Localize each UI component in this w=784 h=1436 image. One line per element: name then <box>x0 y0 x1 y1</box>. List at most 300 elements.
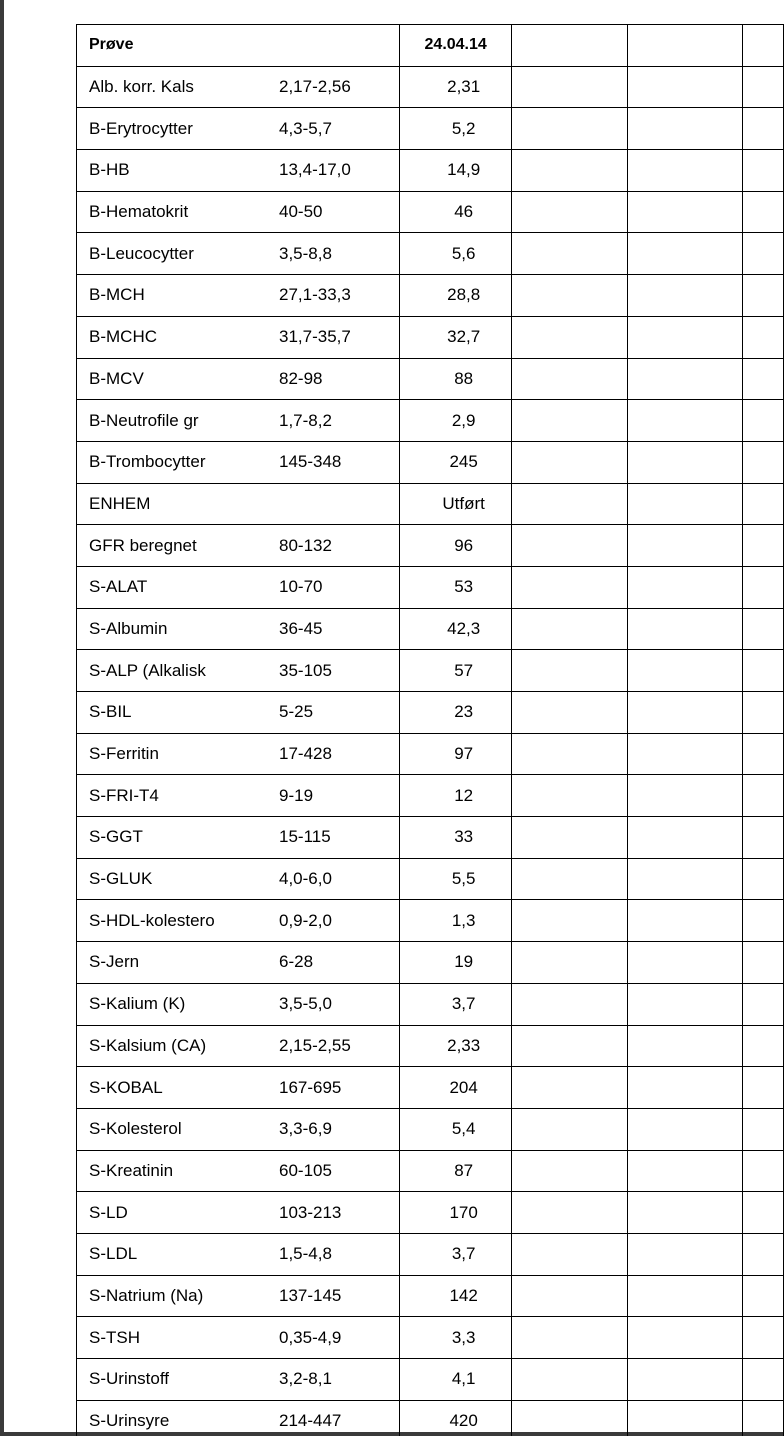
reference-range: 40-50 <box>279 202 323 222</box>
reference-range: 5-25 <box>279 702 314 722</box>
test-name: B-MCV <box>89 368 144 388</box>
result-cell <box>399 275 511 317</box>
result-value: 3,3 <box>451 1327 476 1347</box>
table-row <box>77 900 784 942</box>
table-row <box>77 775 784 817</box>
test-cell <box>77 1025 400 1067</box>
empty-column-cell <box>627 66 743 108</box>
empty-column-cell <box>512 1150 628 1192</box>
result-value: 14,9 <box>447 160 481 180</box>
empty-column-cell <box>743 858 784 900</box>
test-cell <box>77 775 400 817</box>
reference-range: 103-213 <box>279 1202 342 1222</box>
header-date: 24.04.14 <box>424 36 487 54</box>
test-name: S-Natrium (Na) <box>89 1285 204 1305</box>
empty-column-cell <box>627 108 743 150</box>
empty-column-cell <box>743 983 784 1025</box>
empty-column-cell <box>627 983 743 1025</box>
empty-column-cell <box>627 150 743 192</box>
empty-column-cell <box>743 191 784 233</box>
reference-range: 0,9-2,0 <box>279 910 332 930</box>
test-name: S-ALP (Alkalisk <box>89 660 206 680</box>
empty-column-cell <box>627 1317 743 1359</box>
table-row <box>77 1400 784 1436</box>
result-value: 5,6 <box>451 243 476 263</box>
test-name: S-LDL <box>89 1244 138 1264</box>
result-cell <box>399 1317 511 1359</box>
empty-column-cell <box>743 1275 784 1317</box>
result-cell <box>399 900 511 942</box>
test-cell <box>77 66 400 108</box>
result-value: 12 <box>454 785 474 805</box>
empty-column-cell <box>627 817 743 859</box>
table-row <box>77 692 784 734</box>
empty-column-cell <box>627 900 743 942</box>
test-cell <box>77 1233 400 1275</box>
header-label: Prøve <box>89 36 134 54</box>
empty-column-cell <box>743 275 784 317</box>
empty-column-cell <box>743 25 784 67</box>
result-cell <box>399 692 511 734</box>
table-row <box>77 1233 784 1275</box>
empty-column-cell <box>743 1025 784 1067</box>
empty-column-cell <box>512 525 628 567</box>
test-name: S-HDL-kolestero <box>89 910 215 930</box>
result-cell <box>399 566 511 608</box>
test-cell <box>77 233 400 275</box>
empty-column-cell <box>743 566 784 608</box>
result-value: 32,7 <box>447 327 481 347</box>
test-name: S-TSH <box>89 1327 140 1347</box>
result-value: 1,3 <box>451 910 476 930</box>
result-value: 142 <box>449 1285 478 1305</box>
empty-column-cell <box>743 775 784 817</box>
result-cell <box>399 858 511 900</box>
header-date-cell <box>399 25 511 67</box>
table-row <box>77 316 784 358</box>
result-value: 245 <box>449 452 478 472</box>
empty-column-cell <box>743 1067 784 1109</box>
empty-column-cell <box>512 1275 628 1317</box>
reference-range: 80-132 <box>279 535 332 555</box>
empty-column-cell <box>627 733 743 775</box>
empty-column-cell <box>627 1067 743 1109</box>
reference-range: 0,35-4,9 <box>279 1327 342 1347</box>
empty-column-cell <box>743 733 784 775</box>
empty-column-cell <box>512 233 628 275</box>
table-row <box>77 150 784 192</box>
result-value: 42,3 <box>447 618 481 638</box>
result-value: 3,7 <box>451 1244 476 1264</box>
result-value: 53 <box>454 577 474 597</box>
table-row <box>77 108 784 150</box>
empty-column-cell <box>512 1067 628 1109</box>
test-cell <box>77 1359 400 1401</box>
reference-range: 3,2-8,1 <box>279 1369 332 1389</box>
result-value: 23 <box>454 702 474 722</box>
table-row <box>77 650 784 692</box>
empty-column-cell <box>512 25 628 67</box>
result-cell <box>399 942 511 984</box>
reference-range: 6-28 <box>279 952 314 972</box>
test-cell <box>77 817 400 859</box>
empty-column-cell <box>512 483 628 525</box>
test-name: S-Ferritin <box>89 744 159 764</box>
test-cell <box>77 692 400 734</box>
result-cell <box>399 525 511 567</box>
empty-column-cell <box>627 775 743 817</box>
test-name: S-FRI-T4 <box>89 785 159 805</box>
empty-column-cell <box>627 525 743 567</box>
empty-column-cell <box>627 275 743 317</box>
empty-column-cell <box>512 608 628 650</box>
test-cell <box>77 1400 400 1436</box>
test-name: S-Urinsyre <box>89 1411 170 1431</box>
reference-range: 15-115 <box>279 827 331 847</box>
reference-range: 3,5-8,8 <box>279 243 332 263</box>
test-cell <box>77 1192 400 1234</box>
empty-column-cell <box>512 817 628 859</box>
table-row <box>77 525 784 567</box>
empty-column-cell <box>743 233 784 275</box>
lab-results-table <box>76 24 784 1436</box>
test-cell <box>77 191 400 233</box>
empty-column-cell <box>627 1275 743 1317</box>
result-cell <box>399 1067 511 1109</box>
empty-column-cell <box>743 66 784 108</box>
empty-column-cell <box>743 358 784 400</box>
header-test-cell <box>77 25 400 67</box>
result-value: 19 <box>454 952 474 972</box>
test-cell <box>77 733 400 775</box>
empty-column-cell <box>512 66 628 108</box>
reference-range: 1,5-4,8 <box>279 1244 332 1264</box>
empty-column-cell <box>627 650 743 692</box>
test-name: S-ALAT <box>89 577 148 597</box>
table-row <box>77 733 784 775</box>
reference-range: 1,7-8,2 <box>279 410 332 430</box>
result-cell <box>399 1275 511 1317</box>
test-name: S-Kreatinin <box>89 1160 174 1180</box>
test-name: S-Jern <box>89 952 140 972</box>
result-cell <box>399 1108 511 1150</box>
test-name: B-MCHC <box>89 327 157 347</box>
result-cell <box>399 66 511 108</box>
result-cell <box>399 108 511 150</box>
empty-column-cell <box>512 692 628 734</box>
empty-column-cell <box>627 1150 743 1192</box>
test-name: B-Hematokrit <box>89 202 189 222</box>
empty-column-cell <box>512 1317 628 1359</box>
empty-column-cell <box>627 233 743 275</box>
test-cell <box>77 1317 400 1359</box>
empty-column-cell <box>743 608 784 650</box>
reference-range: 82-98 <box>279 368 323 388</box>
test-cell <box>77 900 400 942</box>
empty-column-cell <box>627 858 743 900</box>
empty-column-cell <box>627 1359 743 1401</box>
table-row <box>77 1275 784 1317</box>
table-row <box>77 1067 784 1109</box>
empty-column-cell <box>743 1359 784 1401</box>
empty-column-cell <box>512 150 628 192</box>
empty-column-cell <box>512 983 628 1025</box>
test-name: S-Albumin <box>89 618 168 638</box>
table-row <box>77 942 784 984</box>
result-cell <box>399 191 511 233</box>
empty-column-cell <box>627 692 743 734</box>
table-row <box>77 275 784 317</box>
table-row <box>77 1317 784 1359</box>
test-name: Alb. korr. Kals <box>89 77 194 97</box>
result-value: 5,4 <box>451 1119 476 1139</box>
empty-column-cell <box>743 1233 784 1275</box>
reference-range: 145-348 <box>279 452 342 472</box>
test-name: B-MCH <box>89 285 145 305</box>
empty-column-cell <box>512 1233 628 1275</box>
result-value: 96 <box>454 535 474 555</box>
result-value: 33 <box>454 827 474 847</box>
empty-column-cell <box>512 942 628 984</box>
reference-range: 3,3-6,9 <box>279 1119 332 1139</box>
result-cell <box>399 733 511 775</box>
table-row <box>77 1192 784 1234</box>
empty-column-cell <box>512 1108 628 1150</box>
result-cell <box>399 358 511 400</box>
test-name: S-GLUK <box>89 869 153 889</box>
result-value: 57 <box>454 660 474 680</box>
test-name: S-KOBAL <box>89 1077 163 1097</box>
table-row <box>77 817 784 859</box>
result-cell <box>399 817 511 859</box>
empty-column-cell <box>743 692 784 734</box>
result-cell <box>399 441 511 483</box>
test-name: GFR beregnet <box>89 535 197 555</box>
test-name: S-BIL <box>89 702 132 722</box>
table-row <box>77 608 784 650</box>
empty-column-cell <box>743 817 784 859</box>
test-cell <box>77 150 400 192</box>
empty-column-cell <box>743 1317 784 1359</box>
empty-column-cell <box>512 900 628 942</box>
test-cell <box>77 275 400 317</box>
table-row <box>77 1359 784 1401</box>
result-cell <box>399 316 511 358</box>
reference-range: 4,3-5,7 <box>279 118 332 138</box>
test-name: ENHEM <box>89 493 151 513</box>
empty-column-cell <box>743 316 784 358</box>
table-row <box>77 1108 784 1150</box>
test-cell <box>77 358 400 400</box>
empty-column-cell <box>512 858 628 900</box>
result-cell <box>399 608 511 650</box>
test-cell <box>77 942 400 984</box>
empty-column-cell <box>743 150 784 192</box>
test-cell <box>77 108 400 150</box>
empty-column-cell <box>627 25 743 67</box>
result-cell <box>399 1150 511 1192</box>
table-row <box>77 441 784 483</box>
empty-column-cell <box>627 1400 743 1436</box>
table-row <box>77 400 784 442</box>
empty-column-cell <box>743 942 784 984</box>
empty-column-cell <box>512 400 628 442</box>
reference-range: 9-19 <box>279 785 314 805</box>
test-cell <box>77 566 400 608</box>
result-cell <box>399 483 511 525</box>
test-name: B-Neutrofile gr <box>89 410 199 430</box>
reference-range: 27,1-33,3 <box>279 285 351 305</box>
lab-results-body <box>77 25 784 1436</box>
empty-column-cell <box>512 1400 628 1436</box>
reference-range: 167-695 <box>279 1077 342 1097</box>
empty-column-cell <box>627 1108 743 1150</box>
reference-range: 36-45 <box>279 618 323 638</box>
empty-column-cell <box>512 108 628 150</box>
test-cell <box>77 608 400 650</box>
result-cell <box>399 233 511 275</box>
result-value: 2,9 <box>451 410 476 430</box>
empty-column-cell <box>512 316 628 358</box>
result-value: 2,33 <box>447 1035 481 1055</box>
empty-column-cell <box>512 1359 628 1401</box>
test-cell <box>77 1150 400 1192</box>
empty-column-cell <box>512 441 628 483</box>
reference-range: 2,15-2,55 <box>279 1035 351 1055</box>
test-cell <box>77 525 400 567</box>
result-value: 97 <box>454 744 474 764</box>
result-value: 5,5 <box>451 869 476 889</box>
result-value: 170 <box>449 1202 478 1222</box>
empty-column-cell <box>743 525 784 567</box>
test-cell <box>77 400 400 442</box>
result-value: 204 <box>449 1077 478 1097</box>
empty-column-cell <box>627 1233 743 1275</box>
empty-column-cell <box>512 358 628 400</box>
result-value: 5,2 <box>451 118 476 138</box>
result-cell <box>399 1400 511 1436</box>
empty-column-cell <box>512 566 628 608</box>
result-value: 3,7 <box>451 994 476 1014</box>
test-cell <box>77 316 400 358</box>
empty-column-cell <box>512 650 628 692</box>
result-value: 2,31 <box>447 77 481 97</box>
empty-column-cell <box>627 400 743 442</box>
empty-column-cell <box>627 441 743 483</box>
reference-range: 17-428 <box>279 744 332 764</box>
reference-range: 214-447 <box>279 1411 342 1431</box>
reference-range: 3,5-5,0 <box>279 994 332 1014</box>
test-name: S-LD <box>89 1202 128 1222</box>
test-name: B-Erytrocytter <box>89 118 193 138</box>
empty-column-cell <box>627 1025 743 1067</box>
result-value: 87 <box>454 1160 474 1180</box>
table-row <box>77 858 784 900</box>
table-header-row <box>77 25 784 67</box>
result-cell <box>399 400 511 442</box>
empty-column-cell <box>743 1150 784 1192</box>
empty-column-cell <box>743 650 784 692</box>
reference-range: 4,0-6,0 <box>279 869 332 889</box>
empty-column-cell <box>743 483 784 525</box>
result-value: 46 <box>454 202 474 222</box>
reference-range: 35-105 <box>279 660 332 680</box>
test-name: S-Urinstoff <box>89 1369 169 1389</box>
table-row <box>77 358 784 400</box>
test-cell <box>77 1067 400 1109</box>
empty-column-cell <box>512 1192 628 1234</box>
result-cell <box>399 1192 511 1234</box>
result-cell <box>399 1233 511 1275</box>
table-row <box>77 1025 784 1067</box>
result-cell <box>399 650 511 692</box>
reference-range: 60-105 <box>279 1160 332 1180</box>
result-value: Utført <box>442 493 485 513</box>
test-cell <box>77 650 400 692</box>
reference-range: 2,17-2,56 <box>279 77 351 97</box>
empty-column-cell <box>512 1025 628 1067</box>
empty-column-cell <box>743 900 784 942</box>
test-name: S-Kolesterol <box>89 1119 182 1139</box>
result-value: 420 <box>449 1411 478 1431</box>
test-name: B-Leucocytter <box>89 243 194 263</box>
reference-range: 31,7-35,7 <box>279 327 351 347</box>
empty-column-cell <box>512 275 628 317</box>
test-cell <box>77 483 400 525</box>
page-border-left <box>0 0 4 1436</box>
empty-column-cell <box>627 566 743 608</box>
empty-column-cell <box>512 775 628 817</box>
table-row <box>77 66 784 108</box>
table-row <box>77 983 784 1025</box>
test-name: S-Kalsium (CA) <box>89 1035 207 1055</box>
result-cell <box>399 1359 511 1401</box>
table-row <box>77 566 784 608</box>
result-cell <box>399 150 511 192</box>
test-cell <box>77 858 400 900</box>
result-value: 88 <box>454 368 474 388</box>
empty-column-cell <box>627 942 743 984</box>
empty-column-cell <box>627 316 743 358</box>
result-cell <box>399 775 511 817</box>
empty-column-cell <box>627 1192 743 1234</box>
empty-column-cell <box>743 1400 784 1436</box>
table-row <box>77 233 784 275</box>
test-name: S-GGT <box>89 827 143 847</box>
table-row <box>77 483 784 525</box>
result-cell <box>399 983 511 1025</box>
empty-column-cell <box>627 358 743 400</box>
test-name: B-Trombocytter <box>89 452 206 472</box>
result-value: 28,8 <box>447 285 481 305</box>
table-row <box>77 191 784 233</box>
empty-column-cell <box>512 733 628 775</box>
reference-range: 10-70 <box>279 577 323 597</box>
test-name: B-HB <box>89 160 130 180</box>
result-cell <box>399 1025 511 1067</box>
empty-column-cell <box>743 400 784 442</box>
table-row <box>77 1150 784 1192</box>
empty-column-cell <box>627 191 743 233</box>
reference-range: 137-145 <box>279 1285 342 1305</box>
test-cell <box>77 983 400 1025</box>
test-cell <box>77 1275 400 1317</box>
empty-column-cell <box>512 191 628 233</box>
empty-column-cell <box>743 1108 784 1150</box>
empty-column-cell <box>627 608 743 650</box>
test-cell <box>77 1108 400 1150</box>
empty-column-cell <box>743 441 784 483</box>
